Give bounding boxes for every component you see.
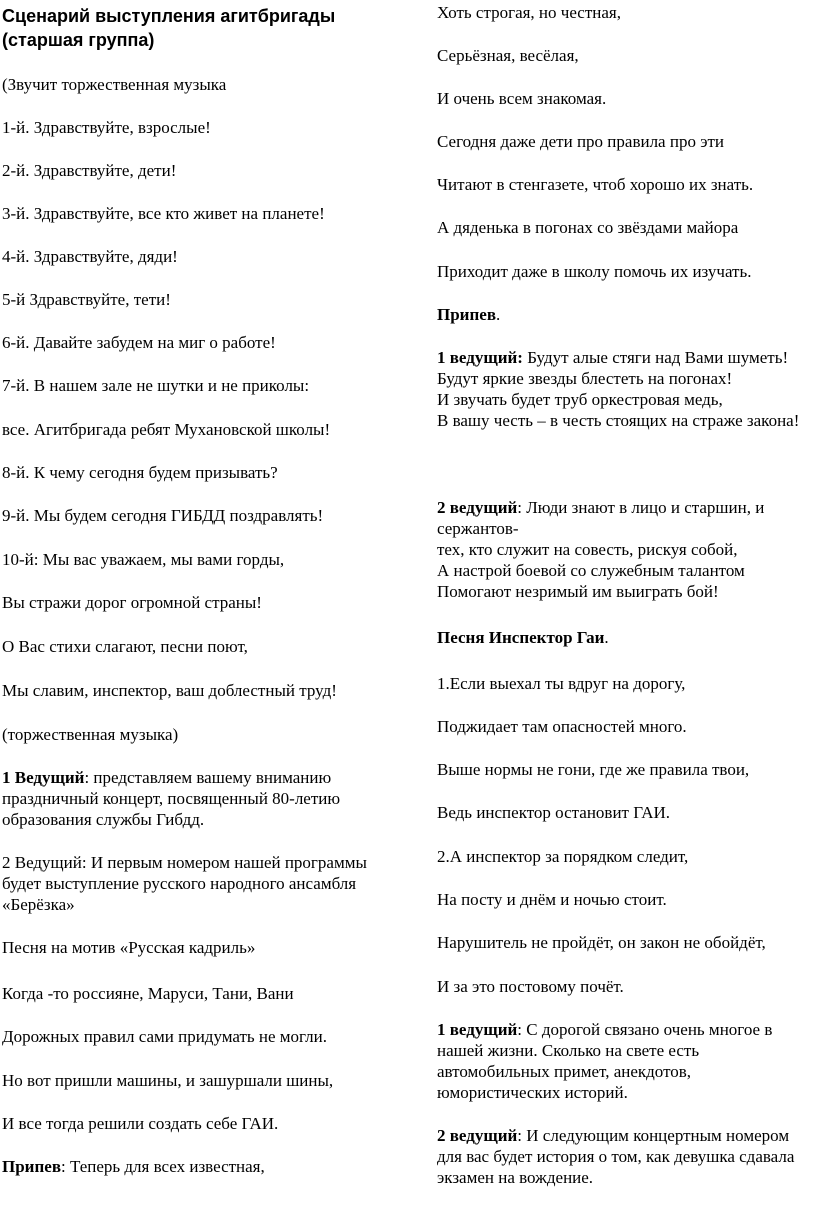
paragraph: 3-й. Здравствуйте, все кто живет на планете! bbox=[2, 204, 325, 223]
verse-line: А дяденька в погонах со звёздами майора bbox=[437, 218, 739, 237]
verse-line: Хоть строгая, но честная, bbox=[437, 3, 621, 22]
lead4-label: 2 ведущий bbox=[437, 1126, 518, 1145]
paragraph: О Вас стихи слагают, песни поют, bbox=[2, 637, 248, 656]
lead1-line: И звучать будет труб оркестровая медь, bbox=[437, 390, 723, 409]
lead1-text: : представляем вашему вниманию праздничный концерт, посвященный 80-летию образования службы Гибдд. bbox=[2, 768, 341, 829]
paragraph: Мы славим, инспектор, ваш доблестный труд! bbox=[2, 681, 337, 700]
song-line: На посту и днём и ночью стоит. bbox=[437, 890, 667, 909]
lead2-text: : Люди знают в лицо и старшин, и сержантов- bbox=[437, 498, 765, 538]
lead2-label: 2 ведущий bbox=[437, 498, 518, 517]
verse-line: И очень всем знакомая. bbox=[437, 89, 607, 108]
paragraph: 2-й. Здравствуйте, дети! bbox=[2, 161, 177, 180]
verse-line: Читают в стенгазете, чтоб хорошо их знать. bbox=[437, 175, 754, 194]
paragraph: 9-й. Мы будем сегодня ГИБДД поздравлять! bbox=[2, 506, 324, 525]
paragraph: 5-й Здравствуйте, тети! bbox=[2, 290, 171, 309]
chorus-label: Припев bbox=[437, 305, 496, 324]
paragraph: 10-й: Мы вас уважаем, мы вами горды, bbox=[2, 550, 285, 569]
paragraph: Когда -то россияне, Маруси, Тани, Вани bbox=[2, 984, 294, 1003]
chorus-text: : Теперь для всех известная, bbox=[61, 1157, 265, 1176]
lead2-line: тех, кто служит на совесть, рискуя собой, bbox=[437, 540, 738, 559]
chorus-label: Припев bbox=[2, 1157, 61, 1176]
lead3-paragraph bbox=[437, 1019, 812, 1103]
lead4-text: : И следующим концертным номером для вас будет история о том, как девушка сдавала экзамен на вождение. bbox=[437, 1126, 795, 1187]
verse-line: Приходит даже в школу помочь их изучать. bbox=[437, 262, 752, 281]
lead1-text: Будут алые стяги над Вами шуметь! bbox=[522, 348, 789, 367]
lead1-label: 1 Ведущий bbox=[2, 768, 85, 787]
paragraph: 6-й. Давайте забудем на миг о работе! bbox=[2, 333, 276, 352]
lead2-paragraph: 2 Ведущий: И первым номером нашей программы будет выступление русского народного ансамбля «Берёзка» bbox=[2, 853, 367, 914]
song-label: Песня Инспектор Гаи bbox=[437, 628, 605, 647]
paragraph: И все тогда решили создать себе ГАИ. bbox=[2, 1114, 279, 1133]
song-line: 1.Если выехал ты вдруг на дорогу, bbox=[437, 674, 686, 693]
lead1-label: 1 ведущий: bbox=[437, 348, 523, 367]
paragraph: (торжественная музыка) bbox=[2, 725, 179, 744]
lead4-paragraph bbox=[437, 1125, 812, 1188]
paragraph: (Звучит торжественная музыка bbox=[2, 75, 227, 94]
song-line: Нарушитель не пройдёт, он закон не обойдёт, bbox=[437, 933, 766, 952]
paragraph: 1-й. Здравствуйте, взрослые! bbox=[2, 118, 211, 137]
title-line-2: (старшая группа) bbox=[2, 30, 155, 50]
verse-line: Сегодня даже дети про правила про эти bbox=[437, 132, 725, 151]
lead1-line: В вашу честь – в честь стоящих на страже закона! bbox=[437, 411, 800, 430]
paragraph: Вы стражи дорог огромной страны! bbox=[2, 593, 262, 612]
left-column bbox=[2, 0, 397, 1176]
lead1-first bbox=[437, 347, 812, 368]
paragraph: Дорожных правил сами придумать не могли. bbox=[2, 1027, 327, 1046]
paragraph: все. Агитбригада ребят Мухановской школы! bbox=[2, 420, 331, 439]
song-line: Поджидает там опасностей много. bbox=[437, 717, 687, 736]
lead2-line: Помогают незримый им выиграть бой! bbox=[437, 582, 719, 601]
lead3-text: : С дорогой связано очень многое в нашей жизни. Сколько на свете есть автомобильных примет, анекдотов, юмористических историй. bbox=[437, 1020, 773, 1102]
lead1-line: Будут яркие звезды блестеть на погонах! bbox=[437, 369, 733, 388]
song-line: И за это постовому почёт. bbox=[437, 977, 624, 996]
lead2-line: А настрой боевой со служебным талантом bbox=[437, 561, 745, 580]
song-line: Выше нормы не гони, где же правила твои, bbox=[437, 760, 750, 779]
paragraph: 8-й. К чему сегодня будем призывать? bbox=[2, 463, 278, 482]
lead2-first bbox=[437, 497, 812, 539]
chorus-heading bbox=[437, 304, 812, 325]
song-heading bbox=[437, 627, 812, 648]
paragraph: Песня на мотив «Русская кадриль» bbox=[2, 938, 256, 957]
song-line: Ведь инспектор остановит ГАИ. bbox=[437, 803, 671, 822]
verse-line: Серьёзная, весёлая, bbox=[437, 46, 579, 65]
lead1-block bbox=[437, 347, 812, 431]
lead3-label: 1 ведущий bbox=[437, 1020, 518, 1039]
title-line-1: Сценарий выступления агитбригады bbox=[2, 6, 336, 26]
chorus-paragraph bbox=[2, 1156, 397, 1177]
page-title bbox=[2, 4, 397, 52]
song-line: 2.А инспектор за порядком следит, bbox=[437, 847, 689, 866]
lead1-paragraph bbox=[2, 767, 397, 830]
paragraph: Но вот пришли машины, и зашуршали шины, bbox=[2, 1071, 334, 1090]
paragraph: 7-й. В нашем зале не шутки и не приколы: bbox=[2, 376, 310, 395]
lead2-block bbox=[437, 497, 812, 602]
chorus-dot: . bbox=[496, 305, 501, 324]
song-dot: . bbox=[604, 628, 609, 647]
paragraph: 4-й. Здравствуйте, дяди! bbox=[2, 247, 178, 266]
